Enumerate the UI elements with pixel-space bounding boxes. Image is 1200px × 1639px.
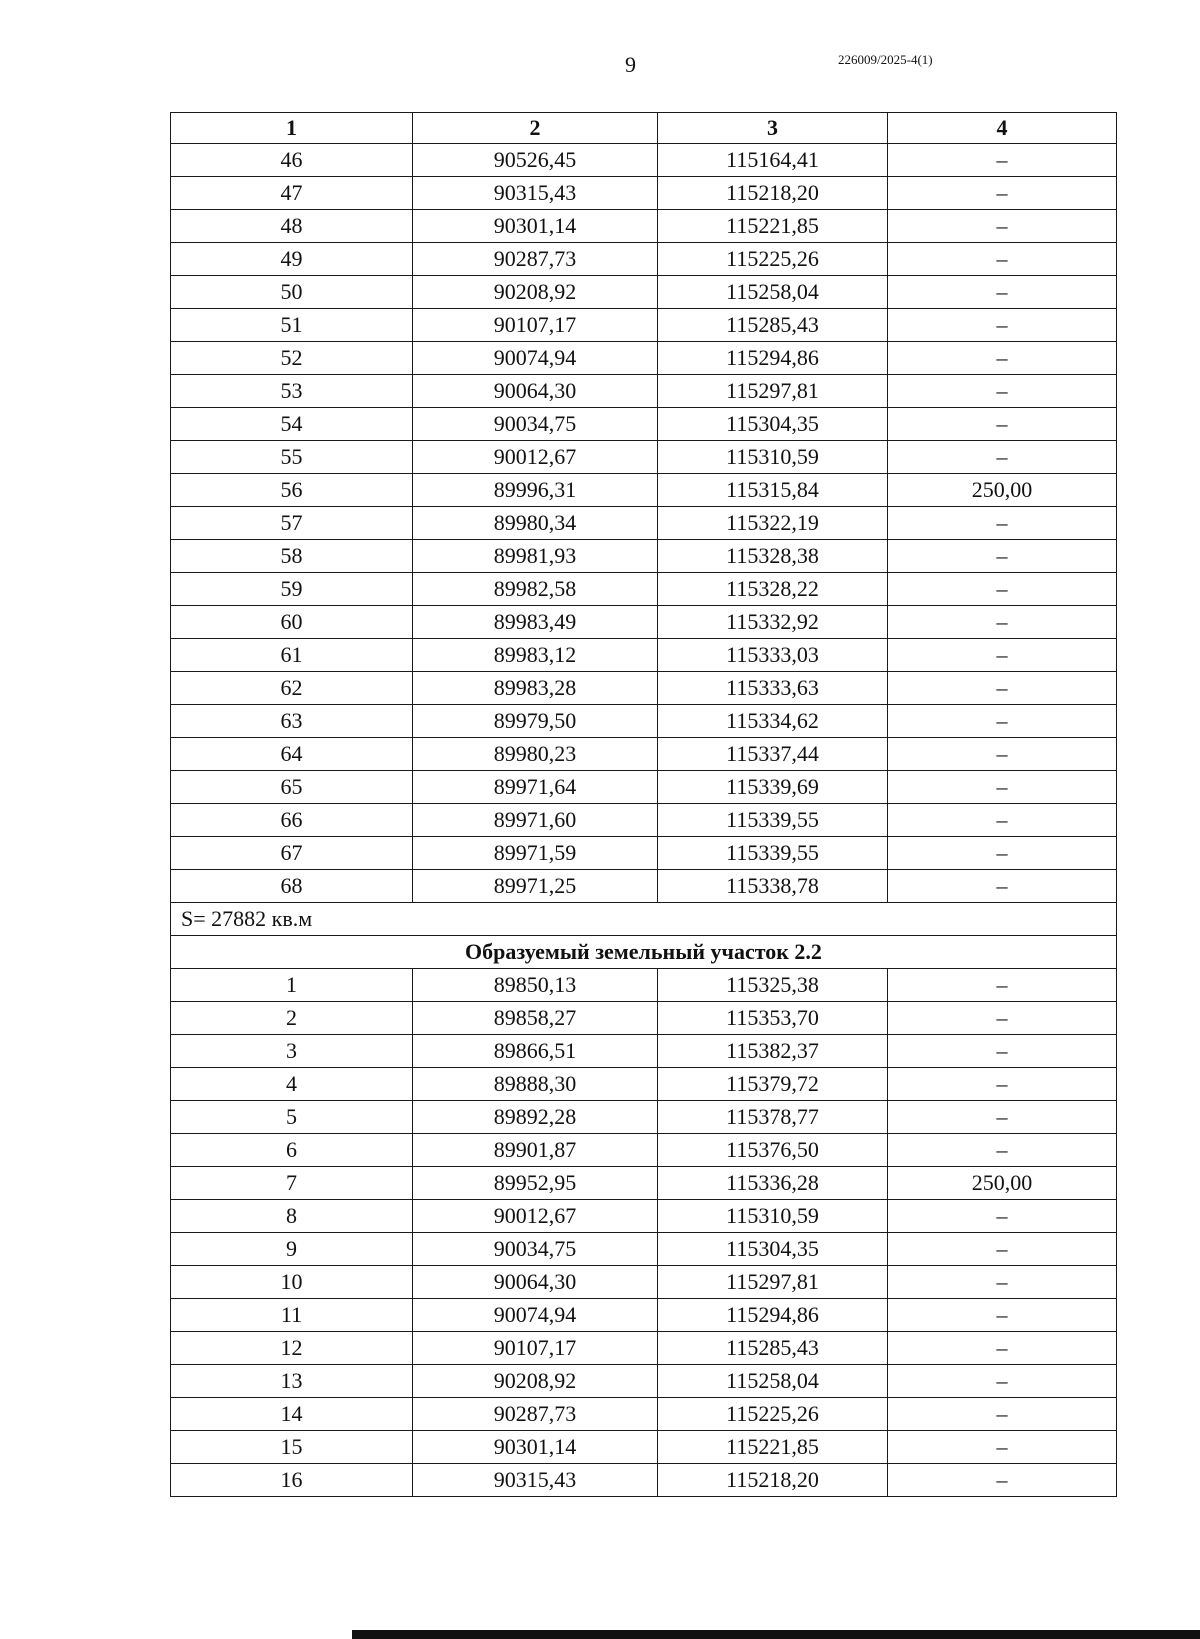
table-row [171,474,1117,507]
distance-cell: – [888,969,1117,1002]
x-coordinate-cell: 90034,75 [413,408,658,441]
x-coordinate-cell: 90064,30 [413,375,658,408]
distance-cell: – [888,276,1117,309]
y-coordinate-cell: 115333,03 [658,639,888,672]
y-coordinate-cell: 115310,59 [658,441,888,474]
table-header [171,113,1117,144]
table-row [171,1266,1117,1299]
distance-cell: – [888,705,1117,738]
y-coordinate-cell: 115339,55 [658,804,888,837]
y-coordinate-cell: 115310,59 [658,1200,888,1233]
point-number-cell: 49 [171,243,413,276]
distance-cell: – [888,1035,1117,1068]
point-number-cell: 8 [171,1200,413,1233]
table-row [171,804,1117,837]
x-coordinate-cell: 90301,14 [413,210,658,243]
x-coordinate-cell: 89850,13 [413,969,658,1002]
point-number-cell: 51 [171,309,413,342]
table-row [171,639,1117,672]
x-coordinate-cell: 89980,34 [413,507,658,540]
point-number-cell: 16 [171,1464,413,1497]
y-coordinate-cell: 115218,20 [658,1464,888,1497]
distance-cell: – [888,144,1117,177]
x-coordinate-cell: 90064,30 [413,1266,658,1299]
column-header-1: 1 [171,113,413,144]
x-coordinate-cell: 90287,73 [413,1398,658,1431]
table-row [171,408,1117,441]
point-number-cell: 53 [171,375,413,408]
distance-cell: – [888,738,1117,771]
table-row [171,1464,1117,1497]
area-row [171,903,1117,936]
y-coordinate-cell: 115225,26 [658,243,888,276]
distance-cell: – [888,309,1117,342]
y-coordinate-cell: 115376,50 [658,1134,888,1167]
x-coordinate-cell: 90526,45 [413,144,658,177]
distance-cell: – [888,1365,1117,1398]
x-coordinate-cell: 89888,30 [413,1068,658,1101]
x-coordinate-cell: 90034,75 [413,1233,658,1266]
x-coordinate-cell: 90208,92 [413,276,658,309]
table-row [171,705,1117,738]
y-coordinate-cell: 115325,38 [658,969,888,1002]
y-coordinate-cell: 115258,04 [658,276,888,309]
point-number-cell: 46 [171,144,413,177]
y-coordinate-cell: 115339,69 [658,771,888,804]
y-coordinate-cell: 115382,37 [658,1035,888,1068]
table-body-part1 [171,144,1117,903]
table-row [171,243,1117,276]
point-number-cell: 48 [171,210,413,243]
point-number-cell: 63 [171,705,413,738]
y-coordinate-cell: 115338,78 [658,870,888,903]
point-number-cell: 3 [171,1035,413,1068]
y-coordinate-cell: 115304,35 [658,1233,888,1266]
point-number-cell: 67 [171,837,413,870]
table-row [171,837,1117,870]
distance-cell: – [888,1233,1117,1266]
distance-cell: – [888,1002,1117,1035]
table-row [171,672,1117,705]
y-coordinate-cell: 115328,38 [658,540,888,573]
x-coordinate-cell: 90012,67 [413,1200,658,1233]
table-row [171,309,1117,342]
table-row [171,144,1117,177]
distance-cell: – [888,804,1117,837]
table-row [171,1299,1117,1332]
x-coordinate-cell: 90012,67 [413,441,658,474]
x-coordinate-cell: 89971,60 [413,804,658,837]
x-coordinate-cell: 90287,73 [413,243,658,276]
distance-cell: – [888,771,1117,804]
distance-cell: – [888,573,1117,606]
y-coordinate-cell: 115379,72 [658,1068,888,1101]
distance-cell: – [888,1398,1117,1431]
table-row [171,375,1117,408]
y-coordinate-cell: 115285,43 [658,309,888,342]
table-row [171,573,1117,606]
distance-cell: – [888,540,1117,573]
distance-cell: – [888,1332,1117,1365]
table-row [171,1233,1117,1266]
table-row [171,1332,1117,1365]
x-coordinate-cell: 89983,12 [413,639,658,672]
y-coordinate-cell: 115322,19 [658,507,888,540]
y-coordinate-cell: 115294,86 [658,342,888,375]
point-number-cell: 9 [171,1233,413,1266]
table-row [171,1035,1117,1068]
x-coordinate-cell: 89971,64 [413,771,658,804]
point-number-cell: 4 [171,1068,413,1101]
point-number-cell: 59 [171,573,413,606]
distance-cell: – [888,672,1117,705]
distance-cell: – [888,375,1117,408]
point-number-cell: 60 [171,606,413,639]
y-coordinate-cell: 115164,41 [658,144,888,177]
y-coordinate-cell: 115336,28 [658,1167,888,1200]
distance-cell: – [888,507,1117,540]
x-coordinate-cell: 89892,28 [413,1101,658,1134]
x-coordinate-cell: 89979,50 [413,705,658,738]
y-coordinate-cell: 115328,22 [658,573,888,606]
point-number-cell: 58 [171,540,413,573]
table-row [171,870,1117,903]
column-header-2: 2 [413,113,658,144]
column-header-4: 4 [888,113,1117,144]
x-coordinate-cell: 89983,49 [413,606,658,639]
point-number-cell: 68 [171,870,413,903]
x-coordinate-cell: 90315,43 [413,1464,658,1497]
distance-cell: – [888,408,1117,441]
table-separator [171,903,1117,969]
point-number-cell: 50 [171,276,413,309]
table-body-part2 [171,969,1117,1497]
y-coordinate-cell: 115333,63 [658,672,888,705]
distance-cell: – [888,441,1117,474]
y-coordinate-cell: 115225,26 [658,1398,888,1431]
distance-cell: – [888,1464,1117,1497]
x-coordinate-cell: 89996,31 [413,474,658,507]
x-coordinate-cell: 89982,58 [413,573,658,606]
x-coordinate-cell: 89971,25 [413,870,658,903]
table-row [171,507,1117,540]
y-coordinate-cell: 115221,85 [658,210,888,243]
distance-cell: 250,00 [888,474,1117,507]
x-coordinate-cell: 89952,95 [413,1167,658,1200]
header-row [171,113,1117,144]
point-number-cell: 2 [171,1002,413,1035]
point-number-cell: 13 [171,1365,413,1398]
x-coordinate-cell: 89866,51 [413,1035,658,1068]
distance-cell: – [888,243,1117,276]
y-coordinate-cell: 115378,77 [658,1101,888,1134]
x-coordinate-cell: 90208,92 [413,1365,658,1398]
point-number-cell: 14 [171,1398,413,1431]
coordinates-table [170,112,1117,1497]
x-coordinate-cell: 90074,94 [413,1299,658,1332]
table-row [171,1134,1117,1167]
y-coordinate-cell: 115304,35 [658,408,888,441]
distance-cell: – [888,1200,1117,1233]
x-coordinate-cell: 90107,17 [413,309,658,342]
point-number-cell: 10 [171,1266,413,1299]
point-number-cell: 61 [171,639,413,672]
distance-cell: – [888,837,1117,870]
table-row [171,1398,1117,1431]
point-number-cell: 7 [171,1167,413,1200]
distance-cell: – [888,342,1117,375]
point-number-cell: 56 [171,474,413,507]
x-coordinate-cell: 89901,87 [413,1134,658,1167]
point-number-cell: 66 [171,804,413,837]
point-number-cell: 57 [171,507,413,540]
distance-cell: – [888,606,1117,639]
table-row [171,1431,1117,1464]
table-row [171,1002,1117,1035]
distance-cell: – [888,870,1117,903]
x-coordinate-cell: 89971,59 [413,837,658,870]
table-row [171,969,1117,1002]
y-coordinate-cell: 115297,81 [658,1266,888,1299]
table-row [171,771,1117,804]
point-number-cell: 62 [171,672,413,705]
point-number-cell: 1 [171,969,413,1002]
table-row [171,441,1117,474]
point-number-cell: 12 [171,1332,413,1365]
y-coordinate-cell: 115332,92 [658,606,888,639]
x-coordinate-cell: 89981,93 [413,540,658,573]
distance-cell: – [888,210,1117,243]
distance-cell: 250,00 [888,1167,1117,1200]
x-coordinate-cell: 89858,27 [413,1002,658,1035]
distance-cell: – [888,639,1117,672]
table-row [171,210,1117,243]
area-label: S= 27882 кв.м [171,903,1117,936]
point-number-cell: 52 [171,342,413,375]
distance-cell: – [888,1299,1117,1332]
x-coordinate-cell: 90074,94 [413,342,658,375]
point-number-cell: 64 [171,738,413,771]
point-number-cell: 55 [171,441,413,474]
y-coordinate-cell: 115339,55 [658,837,888,870]
distance-cell: – [888,1134,1117,1167]
table-row [171,342,1117,375]
point-number-cell: 5 [171,1101,413,1134]
y-coordinate-cell: 115294,86 [658,1299,888,1332]
y-coordinate-cell: 115353,70 [658,1002,888,1035]
point-number-cell: 15 [171,1431,413,1464]
y-coordinate-cell: 115334,62 [658,705,888,738]
y-coordinate-cell: 115221,85 [658,1431,888,1464]
y-coordinate-cell: 115337,44 [658,738,888,771]
section-title: Образуемый земельный участок 2.2 [171,936,1117,969]
x-coordinate-cell: 89980,23 [413,738,658,771]
point-number-cell: 47 [171,177,413,210]
page-number: 9 [625,52,636,77]
scan-edge-bar [352,1630,1200,1639]
distance-cell: – [888,1431,1117,1464]
table-row [171,177,1117,210]
point-number-cell: 6 [171,1134,413,1167]
table-row [171,1101,1117,1134]
y-coordinate-cell: 115297,81 [658,375,888,408]
table-row [171,1365,1117,1398]
table-row [171,738,1117,771]
y-coordinate-cell: 115285,43 [658,1332,888,1365]
x-coordinate-cell: 90301,14 [413,1431,658,1464]
table-row [171,606,1117,639]
column-header-3: 3 [658,113,888,144]
point-number-cell: 65 [171,771,413,804]
table-row [171,540,1117,573]
point-number-cell: 54 [171,408,413,441]
distance-cell: – [888,1266,1117,1299]
table-row [171,276,1117,309]
distance-cell: – [888,1068,1117,1101]
section-row [171,936,1117,969]
distance-cell: – [888,177,1117,210]
table-row [171,1068,1117,1101]
x-coordinate-cell: 89983,28 [413,672,658,705]
point-number-cell: 11 [171,1299,413,1332]
distance-cell: – [888,1101,1117,1134]
table-row [171,1200,1117,1233]
y-coordinate-cell: 115258,04 [658,1365,888,1398]
x-coordinate-cell: 90315,43 [413,177,658,210]
table-row [171,1167,1117,1200]
x-coordinate-cell: 90107,17 [413,1332,658,1365]
document-number: 226009/2025-4(1) [838,52,933,67]
y-coordinate-cell: 115218,20 [658,177,888,210]
y-coordinate-cell: 115315,84 [658,474,888,507]
